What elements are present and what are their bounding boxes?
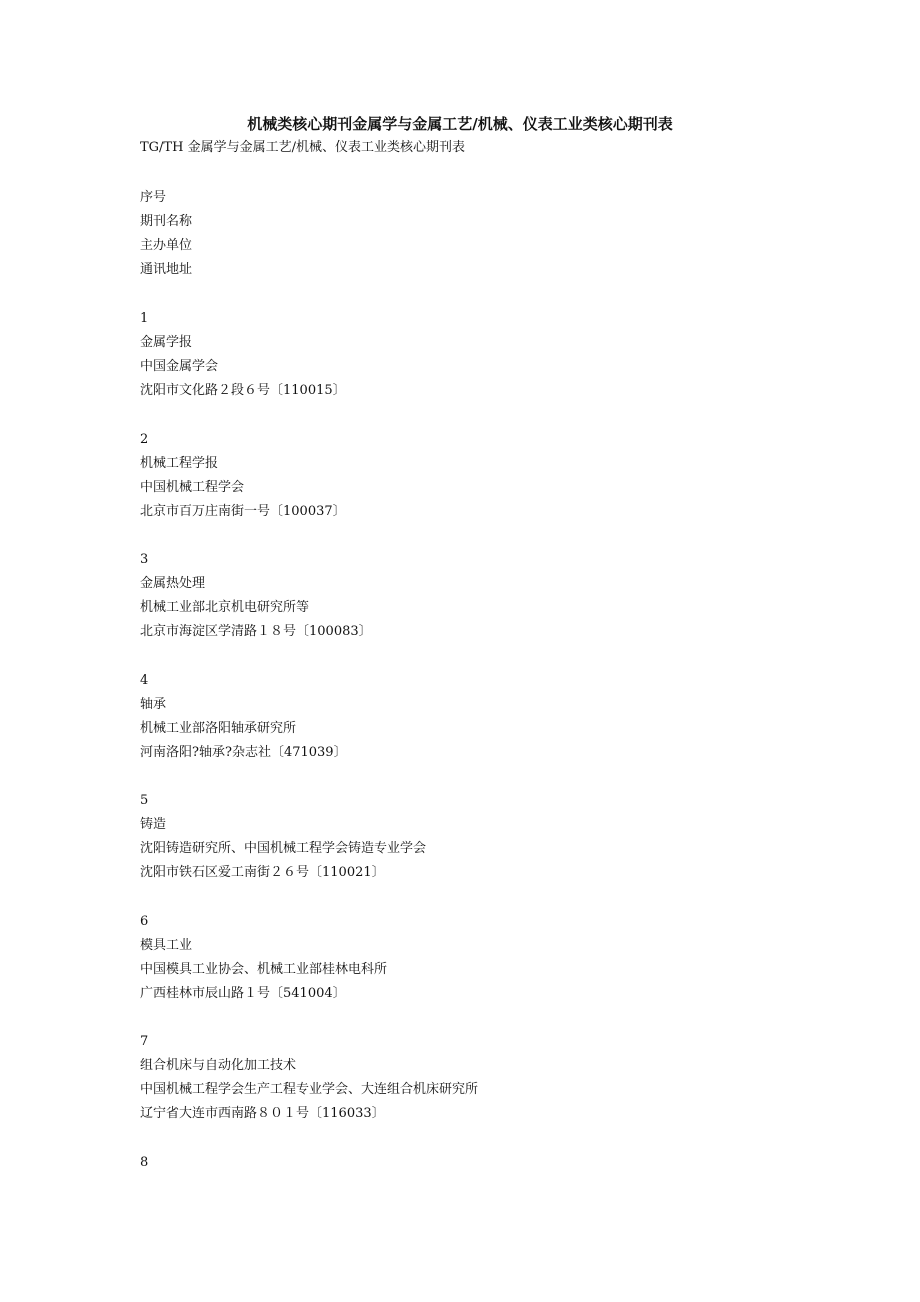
entry-sponsor: 中国机械工程学会 [140, 479, 245, 495]
journal-entry [140, 669, 478, 790]
entry-name: 铸造 [140, 817, 167, 832]
entry-index: 3 [140, 552, 149, 567]
entry-address: 沈阳市铁石区爱工南街２６号〔110021〕 [140, 865, 385, 880]
column-headers [140, 186, 192, 282]
entry-sponsor: 沈阳铸造研究所、中国机械工程学会铸造专业学会 [140, 841, 427, 856]
header-address: 通讯地址 [140, 262, 193, 277]
document-title: 机械类核心期刊金属学与金属工艺/机械、仪表工业类核心期刊表 [247, 115, 673, 133]
entry-address: 北京市百万庄南街一号〔100037〕 [140, 503, 346, 519]
journal-entry [140, 1030, 478, 1151]
entry-address: 北京市海淀区学清路１８号〔100083〕 [140, 624, 372, 639]
entry-address: 广西桂林市辰山路１号〔541004〕 [140, 985, 346, 1001]
header-sponsor: 主办单位 [140, 238, 193, 253]
entry-name: 机械工程学报 [140, 455, 219, 471]
entry-index: 2 [140, 431, 149, 447]
header-name: 期刊名称 [140, 214, 193, 229]
entry-name: 金属学报 [140, 335, 193, 350]
entry-sponsor: 中国模具工业协会、机械工业部桂林电科所 [140, 961, 388, 977]
document-subtitle: TG/TH 金属学与金属工艺/机械、仪表工业类核心期刊表 [140, 140, 465, 155]
journal-entry [140, 428, 478, 549]
entry-sponsor: 机械工业部洛阳轴承研究所 [140, 720, 297, 736]
entry-index: 1 [140, 311, 149, 326]
entry-name: 模具工业 [140, 937, 193, 953]
entry-index: 4 [140, 672, 149, 688]
entry-index: 8 [140, 1154, 149, 1170]
journal-entry [140, 548, 478, 669]
entry-address: 河南洛阳?轴承?杂志社〔471039〕 [140, 744, 347, 760]
journal-entry [140, 1151, 478, 1272]
journal-entry [140, 789, 478, 910]
entry-sponsor: 中国金属学会 [140, 359, 219, 374]
journal-list [140, 307, 478, 1271]
entry-index: 5 [140, 793, 149, 808]
header-index: 序号 [140, 190, 167, 205]
entry-sponsor: 机械工业部北京机电研究所等 [140, 600, 310, 615]
entry-name: 轴承 [140, 696, 167, 712]
entry-sponsor: 中国机械工程学会生产工程专业学会、大连组合机床研究所 [140, 1082, 479, 1097]
entry-address: 沈阳市文化路２段６号〔110015〕 [140, 383, 346, 398]
entry-name: 组合机床与自动化加工技术 [140, 1058, 297, 1073]
entry-index: 6 [140, 913, 149, 929]
journal-entry [140, 307, 478, 428]
journal-entry [140, 910, 478, 1031]
entry-name: 金属热处理 [140, 576, 206, 591]
entry-address: 辽宁省大连市西南路８０１号〔116033〕 [140, 1106, 385, 1121]
entry-index: 7 [140, 1034, 149, 1049]
